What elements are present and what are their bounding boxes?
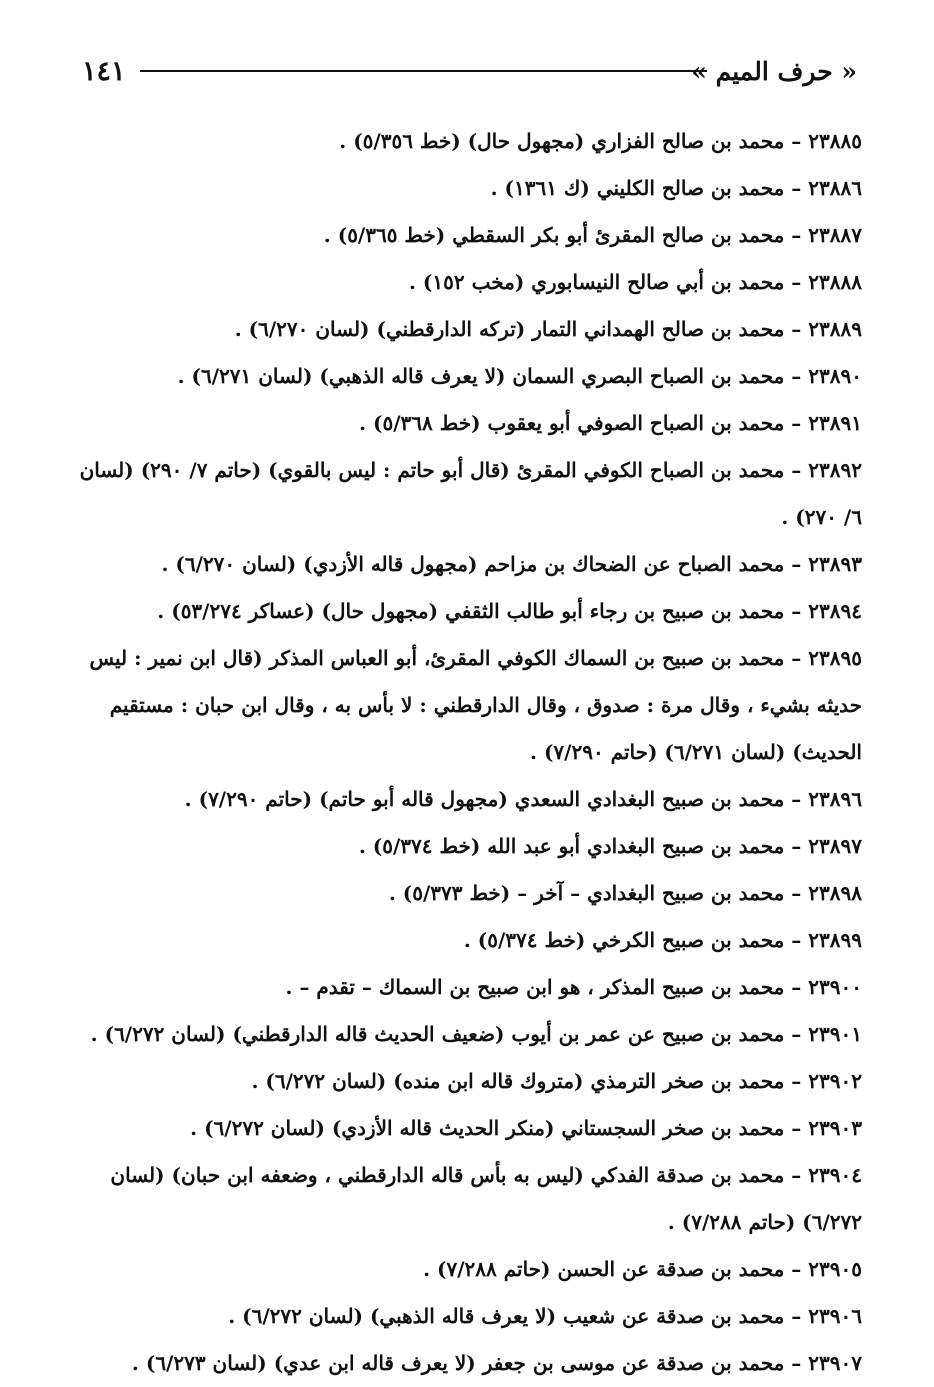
entry-text: محمد بن صالح الكليني (ك ١٣٦١) .	[490, 176, 785, 200]
entry-number: ٢٣٩٠١	[808, 1022, 862, 1046]
entry-list	[72, 118, 862, 1387]
list-item	[72, 635, 862, 776]
entry-separator: –	[784, 1116, 809, 1140]
list-item	[72, 1340, 862, 1387]
entry-separator: –	[784, 787, 809, 811]
list-item	[72, 1058, 862, 1105]
entry-text: محمد بن صخر السجستاني (منكر الحديث قاله الأزدي) (لسان ٦/٢٧٢) .	[190, 1116, 785, 1140]
entry-number: ٢٣٨٩٣	[808, 552, 862, 576]
entry-number: ٢٣٨٩٢	[808, 458, 862, 482]
list-item	[72, 165, 862, 212]
entry-text: محمد بن أبي صالح النيسابوري (مخب ١٥٢) .	[409, 270, 785, 294]
entry-text: محمد بن صالح الهمداني التمار (تركه الدارقطني) (لسان ٦/٢٧٠) .	[234, 317, 785, 341]
entry-number: ٢٣٨٨٩	[808, 317, 862, 341]
entry-separator: –	[784, 1163, 809, 1187]
entry-separator: –	[784, 834, 809, 858]
entry-number: ٢٣٩٠٥	[808, 1257, 862, 1281]
entry-separator: –	[784, 1351, 809, 1375]
entry-separator: –	[784, 223, 809, 247]
entry-number: ٢٣٨٩٥	[808, 646, 862, 670]
entry-separator: –	[784, 1257, 809, 1281]
entry-text: محمد بن صدقة عن الحسن (حاتم ٧/٢٨٨) .	[423, 1257, 785, 1281]
entry-number: ٢٣٨٩٠	[808, 364, 862, 388]
list-item	[72, 447, 862, 541]
entry-text: محمد بن صبيح البغدادي السعدي (مجهول قاله أبو حاتم) (حاتم ٧/٢٩٠) .	[184, 787, 785, 811]
entry-separator: –	[784, 176, 809, 200]
page-number: ١٤١	[82, 56, 126, 87]
list-item	[72, 306, 862, 353]
entry-number: ٢٣٨٨٧	[808, 223, 862, 247]
list-item	[72, 870, 862, 917]
entry-separator: –	[784, 928, 809, 952]
entry-separator: –	[784, 646, 809, 670]
list-item	[72, 212, 862, 259]
entry-separator: –	[784, 129, 809, 153]
entry-number: ٢٣٩٠٠	[808, 975, 862, 999]
list-item	[72, 823, 862, 870]
entry-text: محمد بن صدقة عن شعيب (لا يعرف قاله الذهبي) (لسان ٦/٢٧٢) .	[228, 1304, 785, 1328]
entry-text: محمد بن صبيح البغدادي – آخر – (خط ٥/٣٧٣) .	[388, 881, 785, 905]
entry-number: ٢٣٩٠٣	[808, 1116, 862, 1140]
entry-number: ٢٣٨٩٨	[808, 881, 862, 905]
entry-number: ٢٣٨٨٥	[808, 129, 862, 153]
page-header	[82, 52, 857, 92]
entry-text: محمد بن الصباح البصري السمان (لا يعرف قاله الذهبي) (لسان ٦/٢٧١) .	[177, 364, 785, 388]
list-item	[72, 1105, 862, 1152]
list-item	[72, 353, 862, 400]
entry-text: محمد بن صخر الترمذي (متروك قاله ابن منده) (لسان ٦/٢٧٢) .	[251, 1069, 785, 1093]
list-item	[72, 541, 862, 588]
entry-separator: –	[784, 364, 809, 388]
entry-text: محمد بن صدقة عن موسى بن جعفر (لا يعرف قاله ابن عدي) (لسان ٦/٢٧٣) .	[131, 1351, 785, 1375]
entry-number: ٢٣٩٠٦	[808, 1304, 862, 1328]
header-rule	[140, 70, 707, 72]
entry-number: ٢٣٩٠٤	[808, 1163, 862, 1187]
chapter-title: « حرف الميم »	[691, 57, 857, 86]
entry-text: محمد بن صدقة الفدكي (ليس به بأس قاله الدارقطني ، وضعفه ابن حبان) (لسان ٦/٢٧٢) (حاتم ٧/٢٨٨) .	[110, 1163, 862, 1234]
entry-number: ٢٣٨٨٨	[808, 270, 862, 294]
entry-text: محمد بن الصباح الصوفي أبو يعقوب (خط ٥/٣٦٨) .	[359, 411, 785, 435]
list-item	[72, 400, 862, 447]
list-item	[72, 776, 862, 823]
list-item	[72, 1011, 862, 1058]
entry-text: محمد بن صبيح بن رجاء أبو طالب الثقفي (مجهول حال) (عساكر ٥٣/٢٧٤) .	[157, 599, 785, 623]
entry-text: محمد بن صبيح البغدادي أبو عبد الله (خط ٥/٣٧٤) .	[358, 834, 785, 858]
entry-number: ٢٣٨٩١	[808, 411, 862, 435]
entry-separator: –	[784, 270, 809, 294]
list-item	[72, 1152, 862, 1246]
entry-number: ٢٣٨٩٩	[808, 928, 862, 952]
entry-text: محمد بن الصباح الكوفي المقرئ (قال أبو حاتم : ليس بالقوي) (حاتم ٧/ ٢٩٠) (لسان ٦/ ٢٧٠) .	[79, 458, 862, 529]
entry-separator: –	[784, 1069, 809, 1093]
entry-separator: –	[784, 317, 809, 341]
entry-separator: –	[784, 599, 809, 623]
list-item	[72, 588, 862, 635]
entry-number: ٢٣٩٠٧	[808, 1351, 862, 1375]
entry-separator: –	[784, 1022, 809, 1046]
entry-separator: –	[784, 458, 809, 482]
entry-text: محمد الصباح عن الضحاك بن مزاحم (مجهول قاله الأزدي) (لسان ٦/٢٧٠) .	[161, 552, 785, 576]
list-item	[72, 1293, 862, 1340]
list-item	[72, 259, 862, 306]
entry-number: ٢٣٨٩٤	[808, 599, 862, 623]
entry-separator: –	[784, 1304, 809, 1328]
entry-text: محمد بن صالح المقرئ أبو بكر السقطي (خط ٥/٣٦٥) .	[323, 223, 785, 247]
list-item	[72, 917, 862, 964]
entry-text: محمد بن صبيح المذكر ، هو ابن صبيح بن السماك – تقدم – .	[285, 975, 785, 999]
list-item	[72, 1246, 862, 1293]
entry-text: محمد بن صبيح عن عمر بن أيوب (ضعيف الحديث قاله الدارقطني) (لسان ٦/٢٧٢) .	[90, 1022, 785, 1046]
entry-separator: –	[784, 552, 809, 576]
entry-text: محمد بن صبيح بن السماك الكوفي المقرئ، أبو العباس المذكر (قال ابن نمير : ليس حديثه بشيء ، وقال مرة : صدوق ، وقال الدارقطني : لا بأس به ، وقال ابن حبان : مستقيم الحديث) (لسان ٦/٢٧١) (حاتم ٧/٢٩٠) .	[89, 646, 862, 764]
entry-number: ٢٣٨٩٦	[808, 787, 862, 811]
entry-separator: –	[784, 881, 809, 905]
entry-number: ٢٣٩٠٢	[808, 1069, 862, 1093]
entry-text: محمد بن صبيح الكرخي (خط ٥/٣٧٤) .	[463, 928, 785, 952]
entry-separator: –	[784, 975, 809, 999]
entry-text: محمد بن صالح الفزاري (مجهول حال) (خط ٥/٣٥٦) .	[339, 129, 785, 153]
entry-separator: –	[784, 411, 809, 435]
entry-number: ٢٣٨٩٧	[808, 834, 862, 858]
list-item	[72, 118, 862, 165]
entry-number: ٢٣٨٨٦	[808, 176, 862, 200]
list-item	[72, 964, 862, 1011]
